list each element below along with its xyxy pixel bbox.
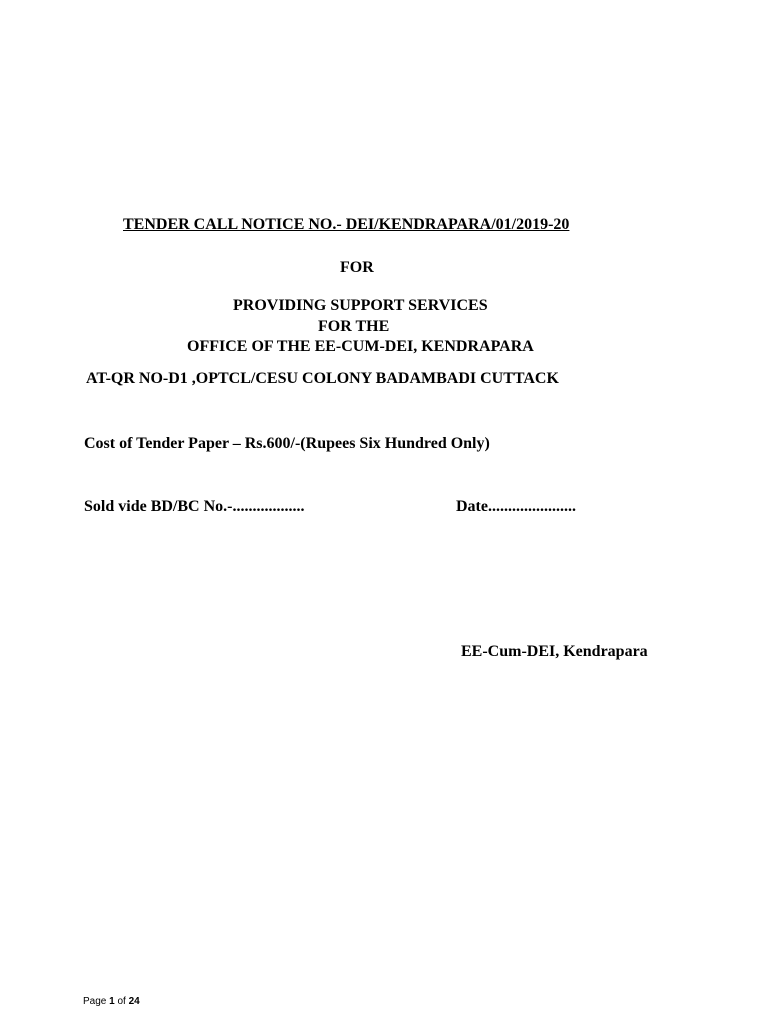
date-field: Date...................... — [456, 498, 576, 515]
total-pages: 24 — [128, 996, 140, 1007]
purpose-line-1: PROVIDING SUPPORT SERVICES — [233, 297, 488, 314]
of-word: of — [117, 996, 126, 1007]
page-number: 1 — [109, 996, 115, 1007]
page-footer — [83, 996, 140, 1008]
sold-vide-field: Sold vide BD/BC No.-.................. — [84, 498, 305, 515]
purpose-line-2: FOR THE — [318, 318, 390, 335]
tender-cost: Cost of Tender Paper – Rs.600/-(Rupees Six Hundred Only) — [84, 435, 490, 452]
purpose-line-3: OFFICE OF THE EE-CUM-DEI, KENDRAPARA — [187, 338, 534, 355]
for-label: FOR — [340, 259, 374, 276]
office-address: AT-QR NO-D1 ,OPTCL/CESU COLONY BADAMBADI CUTTACK — [86, 370, 559, 387]
signing-authority: EE-Cum-DEI, Kendrapara — [461, 643, 648, 660]
notice-heading: TENDER CALL NOTICE NO.- DEI/KENDRAPARA/01/2019-20 — [123, 216, 570, 233]
page-word: Page — [83, 996, 107, 1007]
